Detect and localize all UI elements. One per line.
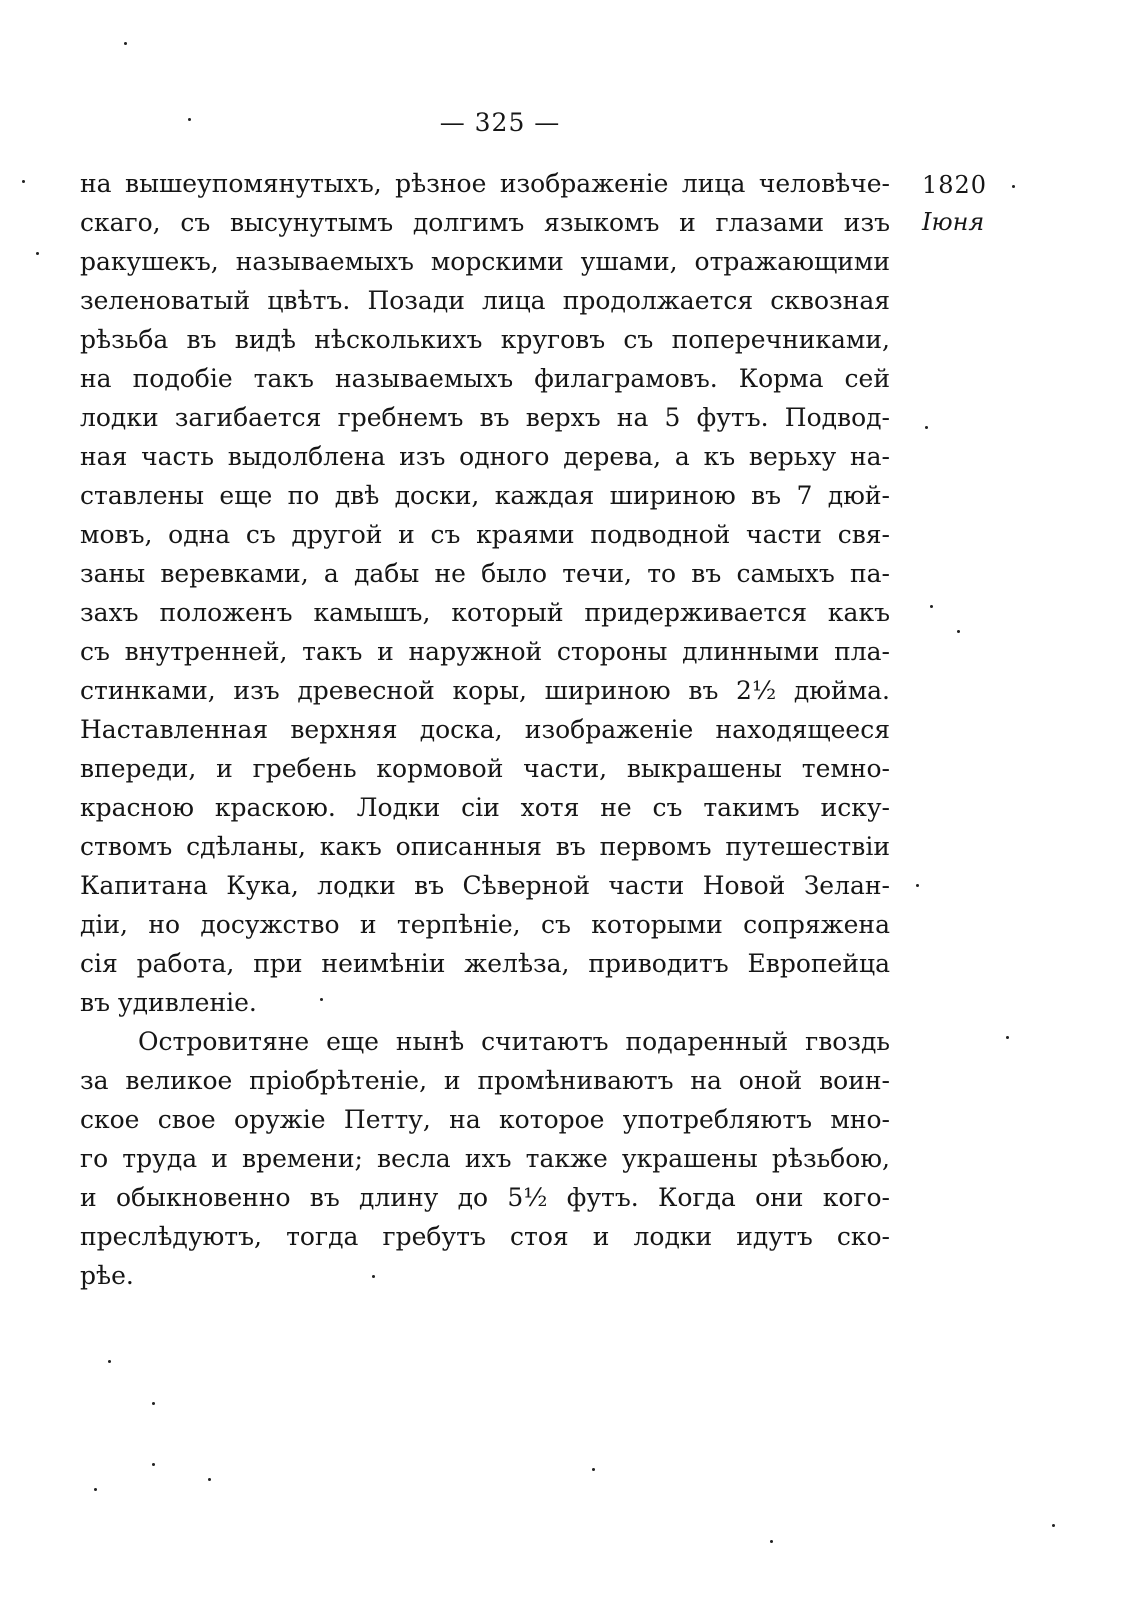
scan-speck (188, 118, 191, 121)
text-line: Наставленная верхняя доска, изображеніе находящееся (80, 715, 890, 744)
scan-speck (1006, 1036, 1009, 1039)
text-line: Островитяне еще нынѣ считаютъ подаренный гвоздь (138, 1027, 890, 1056)
scan-speck (372, 1275, 375, 1278)
text-line: преслѣдуютъ, тогда гребутъ стоя и лодки идутъ ско- (80, 1222, 890, 1251)
scan-speck (930, 605, 933, 608)
text-line: ракушекъ, называемыхъ морскими ушами, отражающими (80, 247, 890, 276)
text-line: съ внутренней, такъ и наружной стороны длинными пла- (80, 637, 890, 666)
text-line: въ удивленіе. (80, 988, 257, 1017)
scan-speck (1052, 1524, 1055, 1527)
text-line: го труда и времени; весла ихъ также украшены рѣзьбою, (80, 1144, 890, 1173)
scan-speck (320, 998, 323, 1001)
text-line: ная часть выдолблена изъ одного дерева, а къ верьху на- (80, 442, 890, 471)
text-line: сія работа, при неимѣніи желѣза, приводитъ Европейца (80, 949, 890, 978)
scan-speck (208, 1478, 211, 1481)
text-line: на вышеупомянутыхъ, рѣзное изображеніе лица человѣче- (80, 169, 890, 198)
text-line: стинками, изъ древесной коры, шириною въ 2½ дюйма. (80, 676, 890, 705)
text-line: впереди, и гребень кормовой части, выкрашены темно- (80, 754, 890, 783)
scan-speck (592, 1468, 595, 1471)
text-line: ское свое оружіе Петту, на которое употребляютъ мно- (80, 1105, 890, 1134)
text-line: заны веревками, а дабы не было течи, то въ самыхъ па- (80, 559, 890, 588)
scan-speck (36, 252, 39, 255)
scan-speck (1012, 185, 1015, 188)
scan-speck (124, 42, 127, 45)
text-line: и обыкновенно въ длину до 5½ футъ. Когда они кого- (80, 1183, 890, 1212)
scan-speck (916, 884, 919, 887)
text-line: на подобіе такъ называемыхъ филаграмовъ. Корма сей (80, 364, 890, 393)
scan-speck (94, 1488, 97, 1491)
scan-speck (108, 1360, 111, 1363)
scan-speck (152, 1463, 155, 1466)
scan-speck (22, 180, 25, 183)
scan-speck (957, 630, 960, 633)
text-line: за великое пріобрѣтеніе, и промѣниваютъ на оной воин- (80, 1066, 890, 1095)
page-number: — 325 — (439, 108, 561, 137)
body-text (80, 164, 890, 1295)
margin-note-month: Іюня (922, 208, 985, 236)
text-line: рѣе. (80, 1261, 134, 1290)
paragraph-2 (80, 1022, 890, 1295)
text-line: діи, но досужство и терпѣніе, съ которыми сопряжена (80, 910, 890, 939)
text-line: зеленоватый цвѣтъ. Позади лица продолжается сквозная (80, 286, 890, 315)
text-line: рѣзьба въ видѣ нѣсколькихъ круговъ съ поперечниками, (80, 325, 890, 354)
margin-note-year: 1820 (922, 171, 988, 199)
text-line: захъ положенъ камышъ, который придерживается какъ (80, 598, 890, 627)
paragraph-1 (80, 164, 890, 1022)
text-line: ставлены еще по двѣ доски, каждая шириною въ 7 дюй- (80, 481, 890, 510)
scan-speck (925, 426, 928, 429)
text-line: скаго, съ высунутымъ долгимъ языкомъ и глазами изъ (80, 208, 890, 237)
text-line: Капитана Кука, лодки въ Сѣверной части Новой Зелан- (80, 871, 890, 900)
text-line: лодки загибается гребнемъ въ верхъ на 5 футъ. Подвод- (80, 403, 890, 432)
scan-speck (152, 1402, 155, 1405)
scan-speck (770, 1540, 773, 1543)
text-line: ствомъ сдѣланы, какъ описанныя въ первомъ путешествіи (80, 832, 890, 861)
text-line: мовъ, одна съ другой и съ краями подводной части свя- (80, 520, 890, 549)
text-line: красною краскою. Лодки сіи хотя не съ такимъ иску- (80, 793, 890, 822)
